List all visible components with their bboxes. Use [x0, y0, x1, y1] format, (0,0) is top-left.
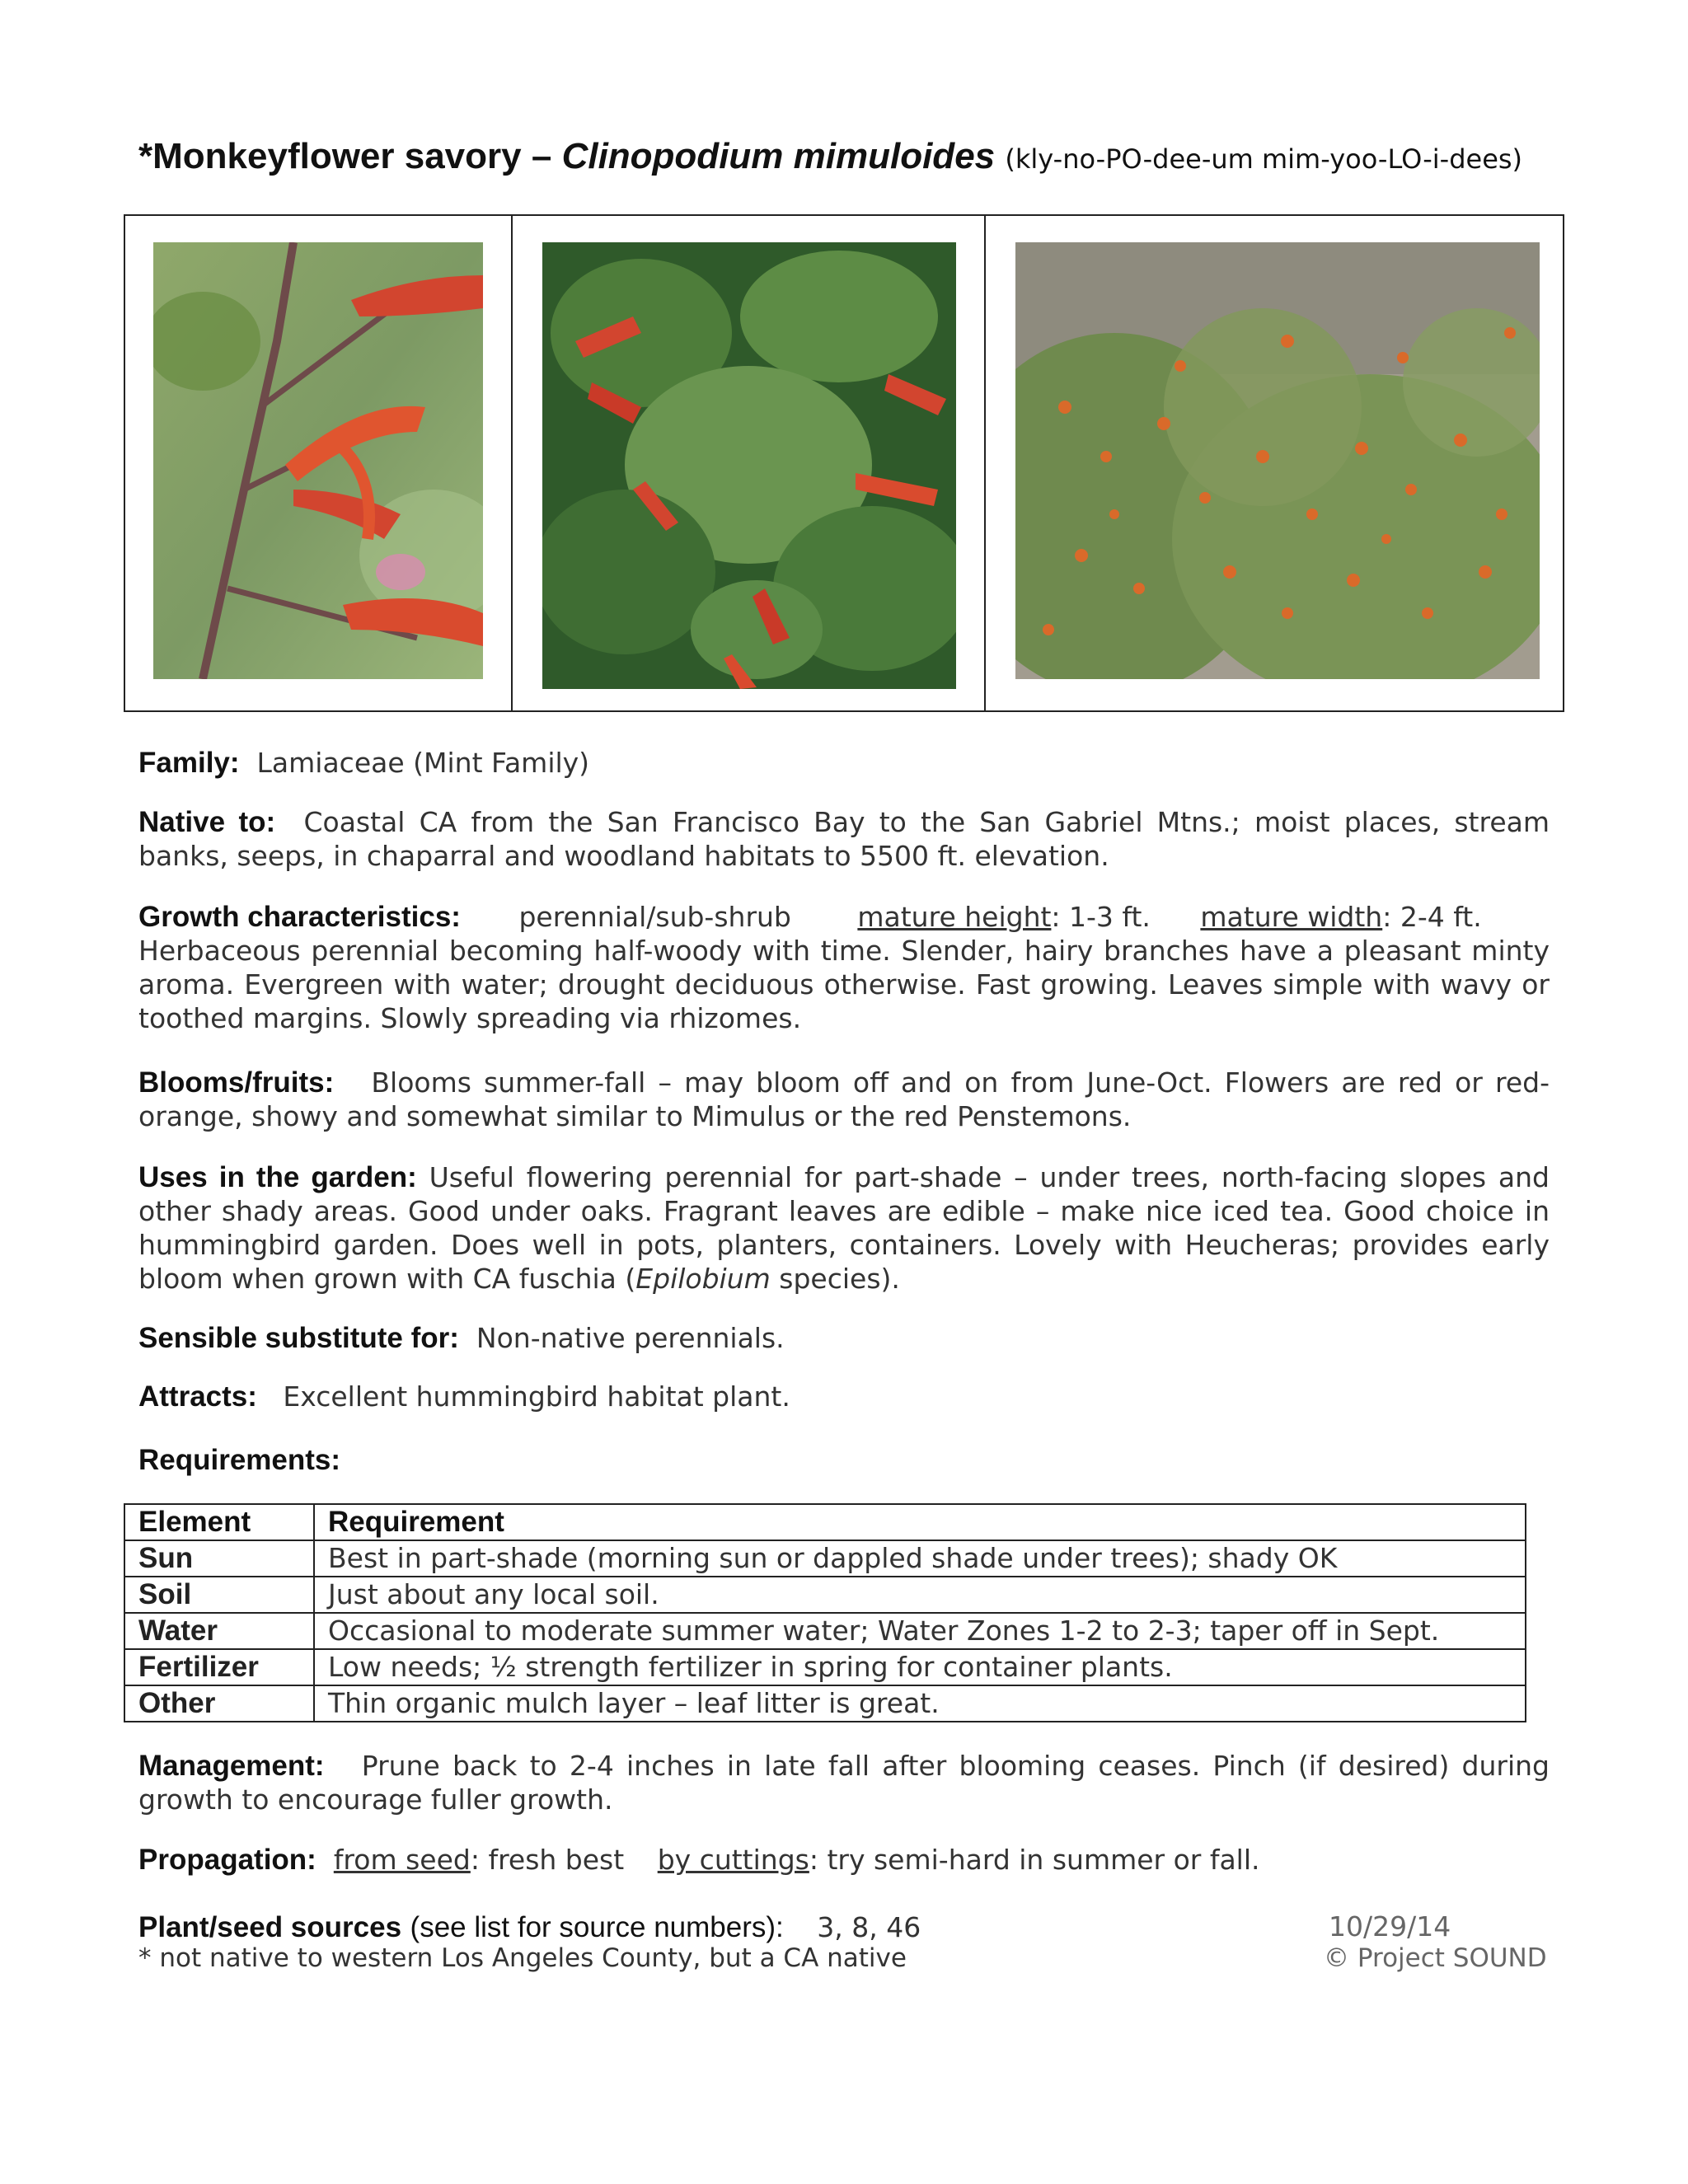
shrub-habit-image: [1015, 242, 1540, 679]
requirements-section: [138, 1443, 1550, 1477]
native-to-label: Native to:: [138, 806, 276, 838]
blooms-section: [138, 1066, 1550, 1133]
by-cuttings-value: : try semi-hard in summer or fall.: [809, 1844, 1260, 1876]
table-cell-element: Soil: [124, 1577, 314, 1613]
attracts-value: Excellent hummingbird habitat plant.: [283, 1380, 790, 1413]
table-cell-requirement: Thin organic mulch layer – leaf litter is great.: [314, 1685, 1526, 1722]
common-name: *Monkeyflower savory: [138, 136, 522, 176]
mature-height-label: mature height: [857, 901, 1052, 933]
table-cell-requirement: Occasional to moderate summer water; Water Zones 1-2 to 2-3; taper off in Sept.: [314, 1613, 1526, 1649]
substitute-section: [138, 1321, 1550, 1355]
family-label: Family:: [138, 747, 240, 779]
management-label: Management:: [138, 1750, 325, 1782]
photo-shrub-habit: [1015, 242, 1540, 679]
table-row: [124, 1685, 1526, 1722]
table-cell-element: Fertilizer: [124, 1649, 314, 1685]
substitute-label: Sensible substitute for:: [138, 1322, 459, 1354]
mature-height-value: : 1-3 ft.: [1051, 901, 1151, 933]
page-title: [138, 136, 1589, 177]
table-header-element: Element: [124, 1504, 314, 1540]
table-row: [124, 1649, 1526, 1685]
table-header-row: [124, 1504, 1526, 1540]
foliage-flowers-image: [542, 242, 956, 689]
uses-value-b: species).: [770, 1263, 900, 1295]
blooms-label: Blooms/fruits:: [138, 1066, 335, 1099]
uses-section: [138, 1160, 1550, 1296]
flower-closeup-image: [153, 242, 483, 679]
photo-frame: [124, 214, 1564, 712]
revision-date: 10/29/14: [1329, 1910, 1451, 1943]
substitute-value: Non-native perennials.: [476, 1322, 785, 1354]
growth-description: Herbaceous perennial becoming half-woody with time. Slender, hairy branches have a pleasant minty aroma. Evergreen with water; drought deciduous otherwise. Fast growing. Leaves simple with wavy or toothed margins. Slowly spreading via rhizomes.: [138, 935, 1550, 1034]
growth-label: Growth characteristics:: [138, 901, 461, 933]
table-cell-element: Other: [124, 1685, 314, 1722]
family-value: Lamiaceae (Mint Family): [256, 747, 590, 779]
by-cuttings-label: by cuttings: [657, 1844, 809, 1876]
growth-type: perennial/sub-shrub: [518, 901, 791, 933]
photo-divider: [984, 216, 986, 710]
family-section: [138, 746, 1550, 780]
table-cell-element: Sun: [124, 1540, 314, 1577]
title-dash: –: [531, 136, 552, 176]
propagation-section: [138, 1843, 1550, 1877]
management-section: [138, 1749, 1550, 1816]
propagation-label: Propagation:: [138, 1844, 316, 1876]
table-header-requirement: Requirement: [314, 1504, 1526, 1540]
table-row: [124, 1577, 1526, 1613]
footnote: * not native to western Los Angeles County, but a CA native: [138, 1943, 907, 1973]
photo-divider: [511, 216, 513, 710]
table-cell-requirement: Just about any local soil.: [314, 1577, 1526, 1613]
pronunciation: (kly-no-PO-dee-um mim-yoo-LO-i-dees): [1005, 143, 1523, 175]
uses-value-a: Useful flowering perennial for part-shade – under trees, north-facing slopes and other shady areas. Good under oaks. Fragrant leaves are edible – make nice iced tea. Good choice in hummingbird garden. Does well in pots, planters, containers. Lovely with Heucheras; provides early bloom when grown with CA fuschia (: [138, 1161, 1550, 1295]
attracts-label: Attracts:: [138, 1380, 257, 1413]
requirements-label: Requirements:: [138, 1444, 341, 1476]
sources-value: 3, 8, 46: [817, 1911, 921, 1943]
table-cell-requirement: Best in part-shade (morning sun or dappled shade under trees); shady OK: [314, 1540, 1526, 1577]
blooms-value: Blooms summer-fall – may bloom off and on from June-Oct. Flowers are red or red-orange, showy and somewhat similar to Mimulus or the red Penstemons.: [138, 1066, 1550, 1132]
scientific-name: Clinopodium mimuloides: [561, 136, 996, 176]
table-row: [124, 1540, 1526, 1577]
sources-section: [138, 1910, 1210, 1944]
table-cell-element: Water: [124, 1613, 314, 1649]
growth-section: [138, 900, 1550, 1035]
mature-width-label: mature width: [1200, 901, 1383, 933]
photo-foliage-flowers: [542, 242, 956, 689]
mature-width-value: : 2-4 ft.: [1382, 901, 1482, 933]
attracts-section: [138, 1380, 1550, 1413]
uses-label: Uses in the garden:: [138, 1161, 417, 1193]
sources-label: Plant/seed sources: [138, 1911, 402, 1943]
copyright: © Project SOUND: [1324, 1943, 1547, 1973]
sources-note: (see list for source numbers):: [410, 1911, 784, 1943]
table-row: [124, 1613, 1526, 1649]
native-to-section: [138, 805, 1550, 873]
table-cell-requirement: Low needs; ½ strength fertilizer in spring for container plants.: [314, 1649, 1526, 1685]
native-to-value: Coastal CA from the San Francisco Bay to the San Gabriel Mtns.; moist places, stream banks, seeps, in chaparral and woodland habitats to 5500 ft. elevation.: [138, 806, 1550, 872]
management-value: Prune back to 2-4 inches in late fall after blooming ceases. Pinch (if desired) during growth to encourage fuller growth.: [138, 1750, 1550, 1816]
uses-value-italic: Epilobium: [635, 1263, 771, 1295]
photo-flower-closeup: [153, 242, 483, 679]
requirements-table: [124, 1503, 1526, 1722]
from-seed-label: from seed: [333, 1844, 471, 1876]
from-seed-value: : fresh best: [470, 1844, 625, 1876]
